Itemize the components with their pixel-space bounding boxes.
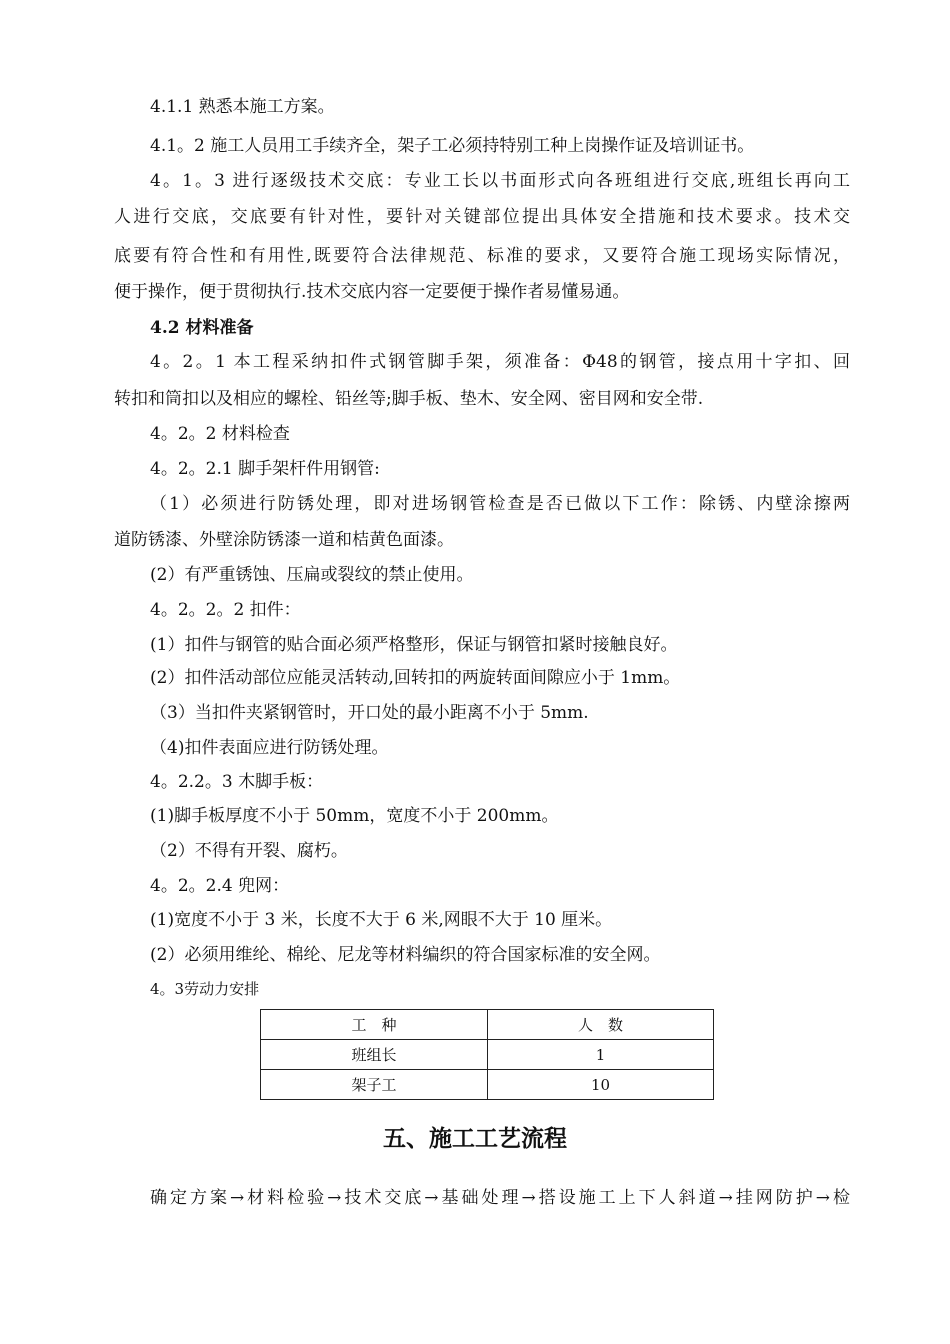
heading-4-3: 4。3劳动力安排 <box>150 980 260 998</box>
para-4-2-2-2: 4。2。2。2 扣件： <box>150 600 301 620</box>
table-row <box>261 1040 714 1070</box>
para-4-2-2-3-item1: (1)脚手板厚度不小于 50mm，宽度不小于 200mm。 <box>150 806 559 826</box>
heading-4-2: 4.2 材料准备 <box>150 318 254 338</box>
para-4-2-2-1-item1-line2: 道防锈漆、外壁涂防锈漆一道和桔黄色面漆。 <box>114 530 454 550</box>
chapter-5-title: 五、施工工艺流程 <box>383 1125 567 1152</box>
para-4-2-2-1-item2: (2）有严重锈蚀、压扁或裂纹的禁止使用。 <box>150 565 474 585</box>
para-4-2-1-line2: 转扣和筒扣以及相应的螺栓、铅丝等;脚手板、垫木、安全网、密目网和安全带. <box>114 389 704 409</box>
para-4-2-2-2-item4: （4)扣件表面应进行防锈处理。 <box>150 738 389 758</box>
labor-table <box>260 1009 714 1100</box>
para-4-2-2-1: 4。2。2.1 脚手架杆件用钢管: <box>150 459 380 479</box>
table-cell: 10 <box>488 1070 714 1100</box>
para-4-1-3-line2: 人进行交底，交底要有针对性，要针对关键部位提出具体安全措施和技术要求。技术交 <box>114 207 850 227</box>
para-4-2-2-2-item2: (2）扣件活动部位应能灵活转动,回转扣的两旋转面间隙应小于 1mm。 <box>150 668 681 688</box>
table-cell: 班组长 <box>261 1040 488 1070</box>
para-4-2-2-4: 4。2。2.4 兜网： <box>150 876 290 896</box>
para-4-2-2-1-item1-line1: （1）必须进行防锈处理，即对进场钢管检查是否已做以下工作：除锈、内壁涂擦两 <box>150 494 850 514</box>
table-row <box>261 1070 714 1100</box>
table-cell: 1 <box>488 1040 714 1070</box>
table-header-cell: 人 数 <box>488 1010 714 1040</box>
para-4-1-1: 4.1.1 熟悉本施工方案。 <box>150 97 335 117</box>
process-flow-line: 确定方案→材料检验→技术交底→基础处理→搭设施工上下人斜道→挂网防护→检 <box>150 1188 850 1208</box>
para-4-2-2-3: 4。2.2。3 木脚手板： <box>150 772 324 792</box>
para-4-2-2-4-item1: (1)宽度不小于 3 米，长度不大于 6 米,网眼不大于 10 厘米。 <box>150 910 613 930</box>
para-4-2-2: 4。2。2 材料检查 <box>150 424 290 444</box>
para-4-1-3-line3: 底要有符合性和有用性,既要符合法律规范、标准的要求，又要符合施工现场实际情况， <box>114 246 850 266</box>
para-4-2-2-3-item2: （2）不得有开裂、腐朽。 <box>150 841 348 861</box>
para-4-1-2: 4.1。2 施工人员用工手续齐全，架子工必须持特别工种上岗操作证及培训证书。 <box>150 136 755 156</box>
table-header-row <box>261 1010 714 1040</box>
para-4-2-1-line1: 4。2。1 本工程采纳扣件式钢管脚手架，须准备：Φ48的钢管，接点用十字扣、回 <box>150 352 850 372</box>
table-cell: 架子工 <box>261 1070 488 1100</box>
para-4-2-2-4-item2: (2）必须用维纶、棉纶、尼龙等材料编织的符合国家标准的安全网。 <box>150 945 661 965</box>
para-4-1-3-line1: 4。1。3 进行逐级技术交底：专业工长以书面形式向各班组进行交底,班组长再向工 <box>150 171 850 191</box>
table-header-cell: 工 种 <box>261 1010 488 1040</box>
para-4-2-2-2-item1: (1）扣件与钢管的贴合面必须严格整形，保证与钢管扣紧时接触良好。 <box>150 635 678 655</box>
para-4-1-3-line4: 便于操作，便于贯彻执行.技术交底内容一定要便于操作者易懂易通。 <box>114 282 630 302</box>
para-4-2-2-2-item3: （3）当扣件夹紧钢管时，开口处的最小距离不小于 5mm. <box>150 703 589 723</box>
